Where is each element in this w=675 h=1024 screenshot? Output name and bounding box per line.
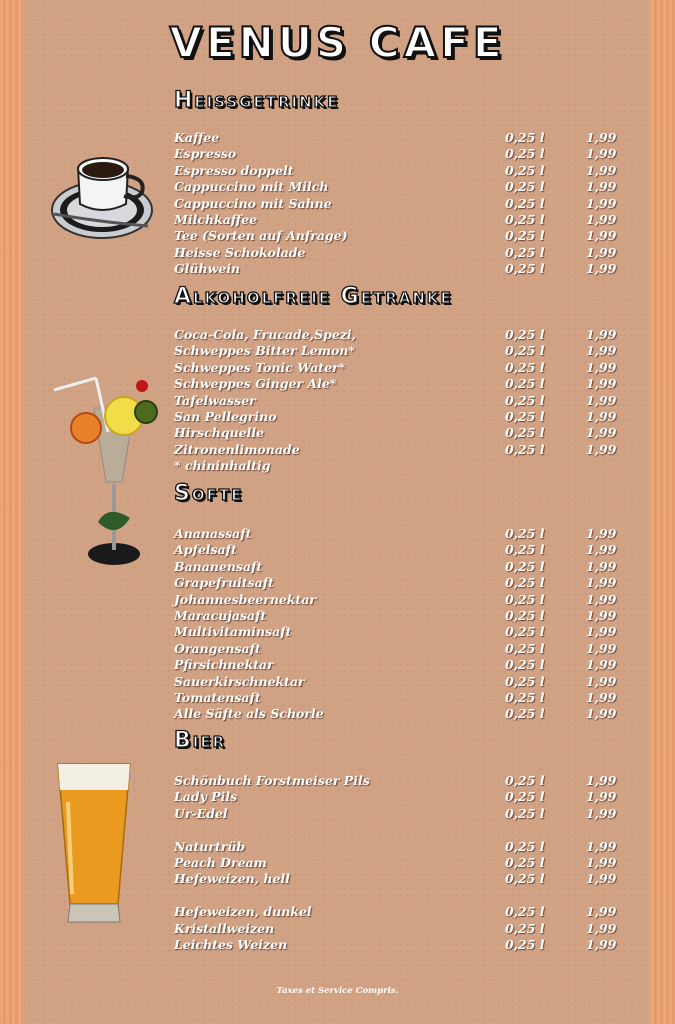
menu-item-volume: 0,25 l (505, 212, 545, 227)
menu-item-name: Schweppes Ginger Ale* (174, 376, 337, 392)
menu-item-name: Bananensaft (174, 558, 263, 574)
menu-item-name: Maracujasaft (174, 608, 267, 623)
menu-item-volume: 0,25 l (505, 690, 545, 705)
menu-item-name: Cappuccino mit Sahne (174, 195, 332, 211)
menu-item-name: Cappuccino mit Milch (174, 179, 329, 195)
menu-item-price: 1,99 (586, 376, 617, 392)
menu-item-price: 1,99 (586, 789, 617, 805)
menu-item-volume: 0,25 l (505, 244, 545, 260)
menu-item-name: Hefeweizen, dunkel (174, 904, 312, 920)
menu-item-volume: 0,25 l (505, 409, 545, 424)
menu-item-volume: 0,25 l (505, 904, 545, 920)
menu-item-name: Orangensaft (174, 640, 261, 656)
section-heading: Heissgetrinke (174, 88, 340, 113)
menu-item-price: 1,99 (586, 624, 617, 640)
menu-item-volume: 0,25 l (505, 608, 545, 623)
menu-item-name: Multivitaminsaft (174, 624, 292, 640)
menu-item-price: 1,99 (586, 409, 617, 424)
section-heading: Softe (174, 481, 244, 506)
menu-item-volume: 0,25 l (505, 195, 545, 211)
menu-item-name: San Pellegrino (174, 409, 277, 424)
menu-item-name: Ananassaft (174, 526, 252, 541)
menu-item-volume: 0,25 l (505, 789, 545, 805)
menu-item-name: Kristallweizen (174, 920, 275, 936)
menu-item-name: Alle Säfte als Schorle (174, 706, 324, 722)
menu-item-name: Naturtrüb (174, 838, 246, 854)
menu-item-name: Sauerkirschnektar (174, 673, 305, 689)
menu-item-price: 1,99 (586, 441, 617, 457)
menu-item-volume: 0,25 l (505, 673, 545, 689)
menu-item-name: * chininhaltig (174, 458, 271, 474)
menu-item-name: Espresso doppelt (174, 162, 294, 178)
menu-item-volume: 0,25 l (505, 937, 545, 952)
menu-item-volume: 0,25 l (505, 146, 545, 162)
menu-item-price: 1,99 (586, 871, 617, 887)
menu-item-volume: 0,25 l (505, 392, 545, 408)
menu-item-price: 1,99 (586, 773, 617, 788)
menu-item-volume: 0,25 l (505, 542, 545, 558)
menu-item-name: Hefeweizen, hell (174, 871, 290, 887)
menu-item-volume: 0,25 l (505, 805, 545, 821)
menu-item-name: Grapefruitsaft (174, 575, 274, 591)
menu-item-name: Tee (Sorten auf Anfrage) (174, 228, 348, 244)
menu-item-price: 1,99 (586, 558, 617, 574)
menu-item-volume: 0,25 l (505, 871, 545, 887)
menu-item-volume: 0,25 l (505, 657, 545, 673)
menu-item-price: 1,99 (586, 920, 617, 936)
menu-item-volume: 0,25 l (505, 441, 545, 457)
menu-item-price: 1,99 (586, 640, 617, 656)
menu-item-price: 1,99 (586, 261, 617, 277)
menu-item-price: 1,99 (586, 526, 617, 541)
menu-item-volume: 0,25 l (505, 706, 545, 722)
menu-item-price: 1,99 (586, 162, 617, 178)
menu-item-price: 1,99 (586, 855, 617, 870)
menu-item-volume: 0,25 l (505, 855, 545, 870)
menu-item-price: 1,99 (586, 130, 617, 145)
menu-item-volume: 0,25 l (505, 575, 545, 591)
menu-item-price: 1,99 (586, 244, 617, 260)
menu-item-name: Pfirsichnektar (174, 657, 274, 673)
menu-item-volume: 0,25 l (505, 130, 545, 145)
menu-item-price: 1,99 (586, 838, 617, 854)
menu-item-price: 1,99 (586, 392, 617, 408)
menu-item-price: 1,99 (586, 706, 617, 722)
menu-item-name: Leichtes Weizen (174, 937, 288, 952)
section-heading: Alkoholfreie Getranke (174, 284, 453, 309)
left-border (0, 0, 24, 1024)
menu-item-name: Lady Pils (174, 789, 238, 805)
menu-item-volume: 0,25 l (505, 558, 545, 574)
menu-item-volume: 0,25 l (505, 162, 545, 178)
right-border (651, 0, 675, 1024)
menu-item-volume: 0,25 l (505, 526, 545, 541)
menu-item-volume: 0,25 l (505, 343, 545, 359)
menu-item-price: 1,99 (586, 359, 617, 375)
menu-item-price: 1,99 (586, 542, 617, 558)
menu-item-price: 1,99 (586, 657, 617, 673)
beer-glass-image (54, 754, 134, 930)
menu-item-name: Apfelsaft (174, 542, 237, 558)
cocktail-glass-image (46, 372, 162, 570)
menu-item-volume: 0,25 l (505, 624, 545, 640)
menu-item-volume: 0,25 l (505, 838, 545, 854)
menu-item-price: 1,99 (586, 179, 617, 195)
menu-item-name: Zitronenlimonade (174, 441, 300, 457)
menu-item-name: Coca-Cola, Frucade,Spezi, (174, 327, 357, 342)
menu-item-price: 1,99 (586, 608, 617, 623)
menu-item-price: 1,99 (586, 212, 617, 227)
menu-item-name: Glühwein (174, 261, 241, 277)
menu-item-name: Espresso (174, 146, 237, 162)
menu-item-name: Tafelwasser (174, 392, 256, 408)
menu-item-volume: 0,25 l (505, 920, 545, 936)
menu-item-volume: 0,25 l (505, 773, 545, 788)
menu-item-name: Ur-Edel (174, 805, 228, 821)
menu-item-volume: 0,25 l (505, 179, 545, 195)
menu-item-price: 1,99 (586, 343, 617, 359)
menu-item-name: Schönbuch Forstmeiser Pils (174, 773, 370, 788)
menu-item-name: Hirschquelle (174, 425, 265, 441)
menu-item-price: 1,99 (586, 690, 617, 705)
menu-item-price: 1,99 (586, 937, 617, 952)
menu-item-price: 1,99 (586, 904, 617, 920)
menu-item-price: 1,99 (586, 575, 617, 591)
menu-item-name: Schweppes Bitter Lemon* (174, 343, 355, 359)
menu-item-volume: 0,25 l (505, 591, 545, 607)
menu-item-volume: 0,25 l (505, 261, 545, 277)
menu-item-name: Milchkaffee (174, 212, 258, 227)
menu-item-name: Peach Dream (174, 855, 267, 870)
menu-item-name: Heisse Schokolade (174, 244, 306, 260)
menu-item-volume: 0,25 l (505, 640, 545, 656)
menu-item-volume: 0,25 l (505, 425, 545, 441)
cafe-title: VENUS CAFE (169, 18, 506, 67)
menu-item-volume: 0,25 l (505, 376, 545, 392)
menu-item-name: Johannesbeernektar (174, 591, 316, 607)
menu-item-price: 1,99 (586, 673, 617, 689)
menu-item-name: Tomatensaft (174, 690, 261, 705)
menu-item-price: 1,99 (586, 805, 617, 821)
menu-item-price: 1,99 (586, 425, 617, 441)
menu-item-price: 1,99 (586, 228, 617, 244)
menu-item-price: 1,99 (586, 146, 617, 162)
footer-note: Taxes et Service Compris. (276, 986, 399, 996)
menu-item-price: 1,99 (586, 591, 617, 607)
menu-item-volume: 0,25 l (505, 359, 545, 375)
menu-item-volume: 0,25 l (505, 228, 545, 244)
menu-item-name: Schweppes Tonic Water* (174, 359, 346, 375)
menu-item-name: Kaffee (174, 130, 220, 145)
menu-item-volume: 0,25 l (505, 327, 545, 342)
coffee-cup-image (50, 152, 158, 244)
menu-item-price: 1,99 (586, 195, 617, 211)
section-heading: Bier (174, 728, 227, 753)
menu-item-price: 1,99 (586, 327, 617, 342)
